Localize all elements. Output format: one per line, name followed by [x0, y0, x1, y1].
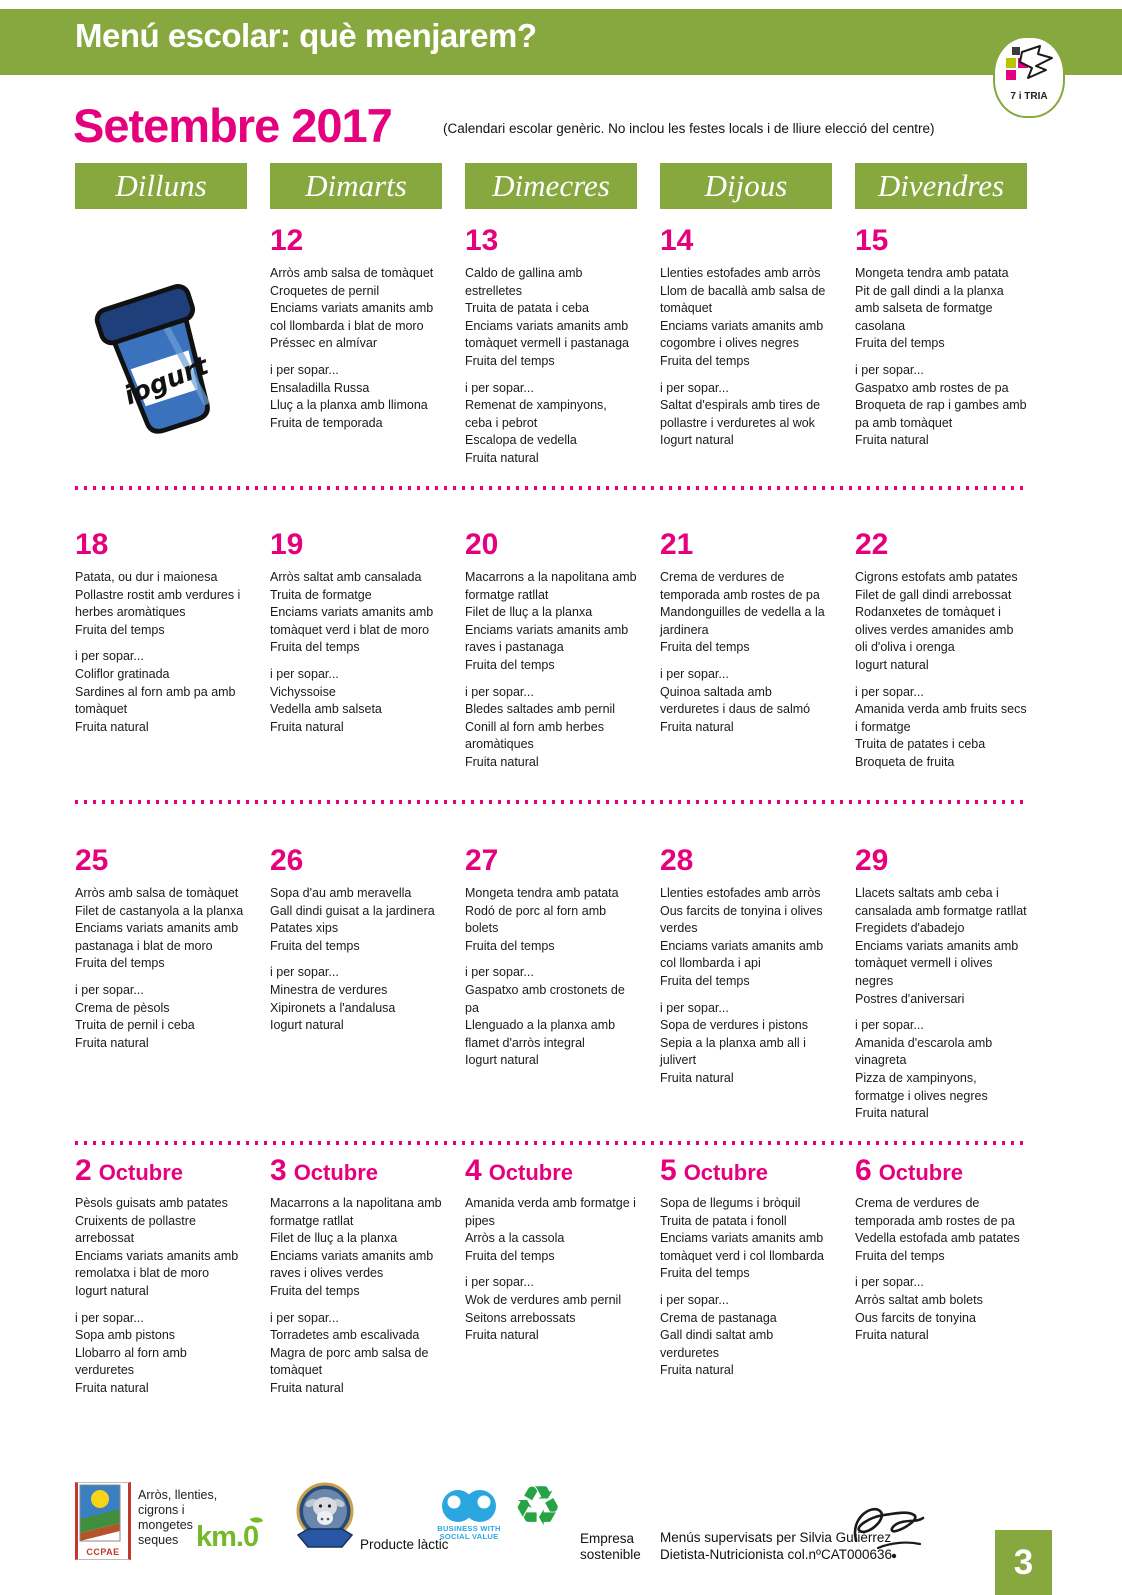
menu-item: Amanida verda amb fruits secs i formatge	[855, 702, 1027, 734]
menu-item: Fruita natural	[270, 1380, 344, 1395]
day-cell-4-octubre	[465, 1156, 637, 1398]
menu-item: Lluç a la planxa amb llimona	[270, 398, 428, 413]
menu-item: Vedella amb salseta	[270, 702, 382, 717]
menu-item: Enciams variats amanits amb tomàquet vermell i olives negres	[855, 938, 1019, 988]
seven-i-tria-label: 7 i TRIA	[1010, 91, 1048, 102]
menu-item: i per sopar...	[855, 1275, 924, 1290]
menu-item: Llacets saltats amb ceba i cansalada amb formatge ratllat	[855, 886, 1027, 918]
menu-item: Enciams variats amanits amb tomàquet verd i col llombarda	[660, 1231, 824, 1263]
menu-list	[660, 569, 832, 736]
page-title: Menú escolar: què menjarem?	[75, 17, 537, 54]
menu-list	[465, 265, 637, 468]
menu-item: Enciams variats amanits amb pastanaga i blat de moro	[75, 921, 239, 953]
day-cell-22	[855, 530, 1027, 772]
producte-lactic-label: Producte làctic	[360, 1537, 449, 1552]
week-row-3	[75, 846, 1027, 1123]
menu-list	[660, 265, 832, 450]
menu-spacer	[855, 1265, 1027, 1274]
day-cell-21	[660, 530, 832, 772]
day-cell-13	[465, 226, 637, 468]
day-cell-monday-image	[75, 226, 247, 468]
menu-item: Llom de bacallà amb salsa de tomàquet	[660, 283, 826, 316]
menu-item: Arròs amb salsa de tomàquet	[75, 886, 239, 900]
menu-item: Iogurt natural	[660, 433, 734, 448]
day-number: 5 Octubre	[660, 1154, 769, 1187]
menu-item: Remenat de xampinyons, ceba i pebrot	[465, 398, 607, 430]
day-number: 18	[75, 528, 109, 561]
day-number: 2 Octubre	[75, 1154, 184, 1187]
menu-item: Truita de patates i ceba	[855, 737, 986, 752]
menu-item: Iogurt natural	[270, 1018, 344, 1033]
day-number: 20	[465, 528, 499, 561]
menu-list	[855, 265, 1027, 450]
menu-item: Sopa de llegums i bròquil	[660, 1196, 801, 1210]
menu-item: Gaspatxo amb crostonets de pa	[465, 982, 625, 1015]
menu-item: Iogurt natural	[855, 657, 929, 672]
menu-item: Fruita natural	[465, 450, 539, 465]
menu-item: Ous farcits de tonyina	[855, 1310, 976, 1325]
day-cell-15	[855, 226, 1027, 468]
menu-item: Bledes saltades amb pernil	[465, 702, 616, 717]
menu-item: Caldo de gallina amb estrelletes	[465, 266, 583, 298]
menu-item: Rodó de porc al forn amb bolets	[465, 903, 607, 936]
dotted-separator	[75, 486, 1027, 490]
menu-item: Mongeta tendra amb patata	[855, 266, 1009, 280]
menu-item: Fruita del temps	[660, 973, 750, 988]
day-cell-26	[270, 846, 442, 1123]
menu-item: Crema de verdures de temporada amb rostes de pa	[855, 1196, 1015, 1228]
menu-item: Fruita del temps	[465, 1248, 555, 1263]
yogurt-label: iogurt	[119, 350, 213, 412]
business-social-value-logo	[436, 1486, 502, 1541]
day-number: 15	[855, 224, 889, 257]
menu-spacer	[465, 371, 637, 380]
menu-item: Wok de verdures amb pernil	[465, 1292, 622, 1307]
menu-item: i per sopar...	[75, 1310, 144, 1325]
menu-item: Pit de gall dindi a la planxa amb salseta de formatge casolana	[855, 283, 1004, 333]
menu-item: Fruita del temps	[660, 640, 750, 655]
menu-item: Enciams variats amanits amb raves i olives verdes	[270, 1248, 434, 1281]
day-number: 14	[660, 224, 694, 257]
menu-item: i per sopar...	[855, 684, 924, 699]
km0-logo: km.0	[196, 1521, 258, 1554]
menu-item: i per sopar...	[660, 1000, 729, 1015]
menu-list	[855, 1195, 1027, 1345]
menu-item: Macarrons a la napolitana amb formatge ratllat	[465, 570, 637, 602]
dietitian-signature	[848, 1502, 926, 1569]
weekday-header-row	[75, 163, 1027, 209]
menu-item: Llenties estofades amb arròs	[660, 886, 821, 900]
menu-item: i per sopar...	[270, 666, 339, 681]
day-cell-27	[465, 846, 637, 1123]
menu-item: Amanida d'escarola amb vinagreta	[855, 1035, 993, 1068]
menu-list	[270, 1195, 442, 1398]
menu-list	[465, 1195, 637, 1345]
supervision-line-2: Dietista-Nutricionista col.nºCAT000636	[660, 1546, 893, 1562]
menu-spacer	[660, 991, 832, 1000]
menu-item: Gall dindi saltat amb verduretes	[660, 1328, 774, 1360]
weekday-dilluns: Dilluns	[75, 163, 247, 209]
menu-item: Enciams variats amanits amb col llombarda i blat de moro	[270, 301, 434, 333]
seven-i-tria-logo-icon	[1002, 44, 1056, 90]
menu-item: Fruita natural	[660, 1070, 734, 1085]
business-social-value-label: BUSINESS WITH SOCIAL VALUE	[437, 1524, 501, 1541]
menu-item: Fruita del temps	[660, 1266, 750, 1281]
menu-item: Pèsols guisats amb patates	[75, 1196, 228, 1210]
menu-item: Xipironets a l'andalusa	[270, 1000, 396, 1015]
menu-item: Fruita del temps	[660, 353, 750, 368]
menu-item: Macarrons a la napolitana amb formatge ratllat	[270, 1196, 442, 1228]
day-cell-2-octubre	[75, 1156, 247, 1398]
day-number: 25	[75, 844, 109, 877]
menu-item: Quinoa saltada amb verduretes i daus de salmó	[660, 684, 811, 717]
menu-item: Pollastre rostit amb verdures i herbes aromàtiques	[75, 587, 241, 620]
month-title: Setembre 2017	[73, 99, 392, 152]
menu-spacer	[75, 639, 247, 648]
weekday-divendres: Divendres	[855, 163, 1027, 209]
day-number: 3 Octubre	[270, 1154, 379, 1187]
menu-list	[75, 569, 247, 736]
menu-item: Fregidets d'abadejo	[855, 921, 965, 936]
menu-item: Broqueta de rap i gambes amb pa amb tomàquet	[855, 398, 1027, 430]
menu-item: Llobarro al forn amb verduretes	[75, 1345, 187, 1378]
week-row-1	[75, 226, 1027, 468]
day-number: 4 Octubre	[465, 1154, 574, 1187]
menu-spacer	[855, 353, 1027, 362]
dairy-cow-badge-logo	[294, 1481, 356, 1562]
menu-item: Amanida verda amb formatge i pipes	[465, 1196, 636, 1228]
menu-item: Vichyssoise	[270, 684, 336, 699]
menu-list	[270, 265, 442, 432]
menu-item: Ous farcits de tonyina i olives verdes	[660, 903, 823, 936]
day-cell-5-octubre	[660, 1156, 832, 1398]
menu-item: Fruita natural	[855, 433, 929, 448]
day-cell-25	[75, 846, 247, 1123]
menu-item: Crema de pèsols	[75, 1000, 170, 1015]
menu-item: Enciams variats amanits amb remolatxa i blat de moro	[75, 1248, 239, 1281]
menu-item: Fruita natural	[465, 1328, 539, 1343]
menu-list	[465, 569, 637, 772]
day-cell-6-octubre	[855, 1156, 1027, 1398]
menu-list	[75, 885, 247, 1052]
menu-item: Ensaladilla Russa	[270, 380, 370, 395]
menu-item: Fruita natural	[660, 1363, 734, 1378]
menu-item: Postres d'aniversari	[855, 991, 965, 1006]
menu-item: Enciams variats amanits amb cogombre i olives negres	[660, 318, 824, 351]
dotted-separator	[75, 800, 1027, 804]
menu-spacer	[465, 1265, 637, 1274]
ccpae-products-label: Arròs, llenties, cigrons i mongetes seques	[138, 1488, 218, 1547]
menu-item: Patates xips	[270, 921, 339, 936]
menu-spacer	[855, 675, 1027, 684]
menu-item: Cruixents de pollastre arrebossat	[75, 1213, 196, 1246]
menu-item: Iogurt natural	[75, 1283, 149, 1298]
menu-item: Enciams variats amanits amb col llombarda i api	[660, 938, 824, 971]
menu-item: Fruita del temps	[855, 336, 945, 351]
menu-spacer	[660, 1283, 832, 1292]
recycle-icon: ♻	[513, 1475, 563, 1537]
menu-item: Iogurt natural	[465, 1053, 539, 1068]
yogurt-pot-illustration	[83, 274, 247, 447]
menu-item: Mongeta tendra amb patata	[465, 886, 619, 900]
menu-spacer	[270, 1301, 442, 1310]
menu-spacer	[75, 973, 247, 982]
menu-item: Gaspatxo amb rostes de pa	[855, 380, 1009, 395]
menu-item: Fruita natural	[75, 1380, 149, 1395]
menu-item: Fruita del temps	[465, 938, 555, 953]
infinity-icon	[437, 1486, 501, 1528]
day-number: 12	[270, 224, 304, 257]
menu-item: Enciams variats amanits amb tomàquet verd i blat de moro	[270, 605, 434, 637]
menu-item: Torradetes amb escalivada	[270, 1328, 420, 1343]
menu-item: Escalopa de vedella	[465, 433, 577, 448]
menu-item: Llenties estofades amb arròs	[660, 266, 821, 280]
menu-item: Crema de verdures de temporada amb rostes de pa	[660, 570, 820, 602]
menu-item: i per sopar...	[270, 965, 339, 980]
menu-spacer	[855, 1008, 1027, 1017]
day-number: 21	[660, 528, 694, 561]
menu-item: Arròs saltat amb bolets	[855, 1292, 983, 1307]
menu-item: Sopa amb pistons	[75, 1328, 176, 1343]
day-number: 13	[465, 224, 499, 257]
day-cell-18	[75, 530, 247, 772]
menu-item: Fruita natural	[855, 1328, 929, 1343]
menu-list	[855, 885, 1027, 1123]
menu-item: Sardines al forn amb pa amb tomàquet	[75, 684, 236, 717]
empresa-sostenible-label: Empresa sostenible	[580, 1531, 641, 1562]
menu-item: i per sopar...	[660, 1292, 729, 1307]
menu-item: Broqueta de fruita	[855, 754, 955, 769]
menu-item: Fruita del temps	[855, 1248, 945, 1263]
supervision-line-1: Menús supervisats per Silvia Gutiérrez	[660, 1530, 892, 1545]
menu-item: i per sopar...	[660, 380, 729, 395]
menu-item: Croquetes de pernil	[270, 283, 380, 298]
menu-list	[75, 1195, 247, 1398]
dotted-separator	[75, 1141, 1027, 1145]
menu-item: Sepia a la planxa amb all i julivert	[660, 1035, 806, 1068]
menu-list	[855, 569, 1027, 772]
menu-item: Filet de castanyola a la planxa	[75, 903, 244, 918]
menu-item: Fruita natural	[855, 1106, 929, 1121]
menu-item: Enciams variats amanits amb tomàquet vermell i pastanaga	[465, 318, 629, 351]
menu-spacer	[270, 657, 442, 666]
day-cell-19	[270, 530, 442, 772]
day-number: 28	[660, 844, 694, 877]
weekday-dimecres: Dimecres	[465, 163, 637, 209]
week-row-2	[75, 530, 1027, 772]
day-cell-29	[855, 846, 1027, 1123]
menu-spacer	[465, 675, 637, 684]
menu-item: Fruita del temps	[75, 622, 165, 637]
menu-item: Fruita natural	[465, 754, 539, 769]
day-number: 26	[270, 844, 304, 877]
menu-item: Patata, ou dur i maionesa	[75, 570, 218, 584]
menu-item: Truita de pernil i ceba	[75, 1018, 195, 1033]
day-cell-14	[660, 226, 832, 468]
menu-list	[270, 569, 442, 736]
menu-spacer	[75, 1301, 247, 1310]
menu-item: Fruita del temps	[270, 938, 360, 953]
menu-item: Sopa d'au amb meravella	[270, 886, 412, 900]
menu-item: i per sopar...	[270, 362, 339, 377]
menu-item: i per sopar...	[855, 362, 924, 377]
menu-item: Préssec en almívar	[270, 336, 377, 351]
day-cell-28	[660, 846, 832, 1123]
menu-item: i per sopar...	[855, 1018, 924, 1033]
weekday-dijous: Dijous	[660, 163, 832, 209]
menu-item: i per sopar...	[660, 666, 729, 681]
menu-item: Fruita natural	[270, 719, 344, 734]
menu-item: Fruita natural	[75, 719, 149, 734]
day-number: 22	[855, 528, 889, 561]
day-number: 29	[855, 844, 889, 877]
ccpae-organic-logo	[75, 1482, 131, 1560]
menu-spacer	[660, 657, 832, 666]
menu-item: i per sopar...	[75, 982, 144, 997]
menu-item: i per sopar...	[465, 1275, 534, 1290]
day-cell-3-octubre	[270, 1156, 442, 1398]
menu-item: Vedella estofada amb patates	[855, 1231, 1020, 1246]
menu-item: Fruita natural	[660, 719, 734, 734]
menu-item: i per sopar...	[465, 684, 534, 699]
menu-item: Rodanxetes de tomàquet i olives verdes amanides amb oli d'oliva i orenga	[855, 605, 1014, 655]
menu-item: Saltat d'espirals amb tires de pollastre i verduretes al wok	[660, 398, 821, 430]
menu-item: Coliflor gratinada	[75, 666, 170, 681]
ccpae-label: CCPAE	[86, 1547, 120, 1557]
menu-spacer	[270, 955, 442, 964]
menu-item: Sopa de verdures i pistons	[660, 1018, 809, 1033]
menu-item: Seitons arrebossats	[465, 1310, 576, 1325]
menu-item: Arròs amb salsa de tomàquet	[270, 266, 434, 280]
menu-item: Gall dindi guisat a la jardinera	[270, 903, 435, 918]
menu-item: Filet de lluç a la planxa	[270, 1231, 398, 1246]
menu-item: Cigrons estofats amb patates	[855, 570, 1018, 584]
menu-item: Truita de patata i ceba	[465, 301, 589, 316]
day-number: 6 Octubre	[855, 1154, 964, 1187]
menu-item: i per sopar...	[75, 649, 144, 664]
menu-item: Filet de gall dindi arrebossat	[855, 587, 1012, 602]
seven-i-tria-logo	[993, 36, 1065, 118]
menu-item: Fruita del temps	[465, 353, 555, 368]
menu-spacer	[465, 955, 637, 964]
menu-item: Fruita del temps	[75, 956, 165, 971]
weekday-dimarts: Dimarts	[270, 163, 442, 209]
menu-item: Pizza de xampinyons, formatge i olives negres	[855, 1070, 988, 1103]
menu-item: Crema de pastanaga	[660, 1310, 777, 1325]
menu-item: Fruita del temps	[270, 640, 360, 655]
menu-item: Mandonguilles de vedella a la jardinera	[660, 605, 825, 637]
menu-list	[660, 885, 832, 1088]
page-number-badge: 3	[995, 1530, 1052, 1595]
menu-item: i per sopar...	[270, 1310, 339, 1325]
menu-spacer	[660, 371, 832, 380]
menu-item: i per sopar...	[465, 965, 534, 980]
menu-item: Truita de formatge	[270, 587, 372, 602]
menu-item: Fruita del temps	[270, 1283, 360, 1298]
menu-item: Fruita natural	[75, 1035, 149, 1050]
menu-item: Magra de porc amb salsa de tomàquet	[270, 1345, 429, 1378]
calendar-note: (Calendari escolar genèric. No inclou les festes locals i de lliure elecció del centre)	[443, 121, 935, 136]
day-cell-20	[465, 530, 637, 772]
day-cell-12	[270, 226, 442, 468]
menu-item: Enciams variats amanits amb raves i pastanaga	[465, 622, 629, 655]
menu-item: Llenguado a la planxa amb flamet d'arròs integral	[465, 1018, 616, 1050]
menu-list	[270, 885, 442, 1035]
menu-item: Minestra de verdures	[270, 982, 388, 997]
menu-item: Conill al forn amb herbes aromàtiques	[465, 719, 604, 752]
menu-item: Truita de patata i fonoll	[660, 1213, 787, 1228]
week-row-4	[75, 1156, 1027, 1398]
day-number: 19	[270, 528, 304, 561]
menu-item: Arròs a la cassola	[465, 1231, 565, 1246]
menu-list	[660, 1195, 832, 1380]
menu-item: i per sopar...	[465, 380, 534, 395]
menu-item: Arròs saltat amb cansalada	[270, 570, 422, 584]
menu-spacer	[270, 353, 442, 362]
menu-item: Fruita de temporada	[270, 415, 383, 430]
menu-list	[465, 885, 637, 1070]
menu-item: Filet de lluç a la planxa	[465, 605, 593, 620]
day-number: 27	[465, 844, 499, 877]
ccpae-emblem-icon	[78, 1483, 122, 1545]
menu-item: Fruita del temps	[465, 657, 555, 672]
